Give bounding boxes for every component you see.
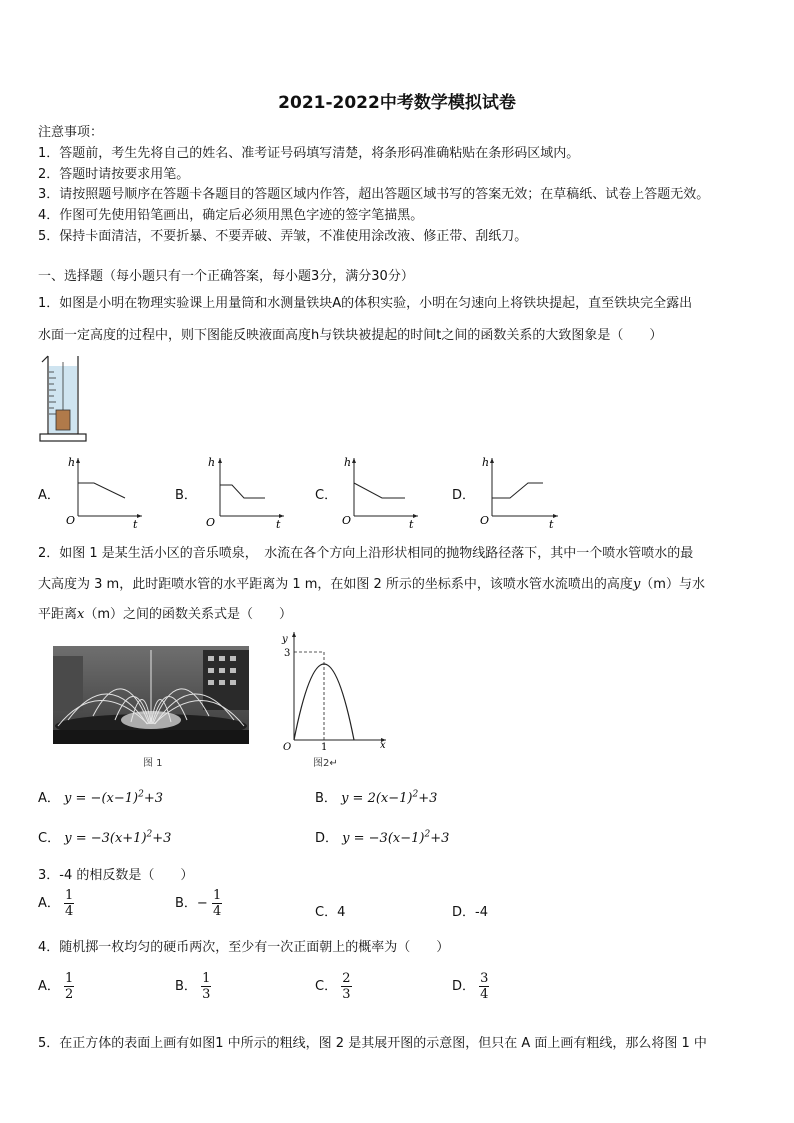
formula-exp: 2 xyxy=(138,789,144,800)
fraction xyxy=(479,971,489,1002)
origin: O xyxy=(480,514,490,527)
numerator: 3 xyxy=(480,971,489,986)
denominator: 4 xyxy=(212,904,222,919)
note-item: 1．答题前，考生先将自己的姓名、准考证号码填写清楚，将条形码准确粘贴在条形码区域内。 xyxy=(38,146,580,161)
formula-lhs: y = 2(x−1) xyxy=(341,791,413,806)
q4-option-d xyxy=(452,971,489,1002)
formula-exp: 2 xyxy=(146,829,153,840)
denominator: 3 xyxy=(342,987,351,1002)
q2-line2-end: （m）与水 xyxy=(640,577,705,592)
fountain-photo xyxy=(53,646,249,744)
formula-rhs: +3 xyxy=(430,831,450,846)
q3-option-a-label: A． xyxy=(38,896,60,911)
q1-line2: 水面一定高度的过程中，则下图能反映液面高度h与铁块被提起的时间t之间的函数关系的大致图象是（ ） xyxy=(38,328,663,343)
q1-option-c-label: C． xyxy=(315,488,338,503)
fig2-axis-x: x xyxy=(380,740,386,751)
q2-option-a xyxy=(38,787,163,806)
formula-exp: 2 xyxy=(424,829,431,840)
formula-rhs: +3 xyxy=(152,831,172,846)
fraction xyxy=(212,888,222,919)
q2-option-d xyxy=(315,827,449,846)
axis-t: t xyxy=(409,518,414,530)
q1-graph-b xyxy=(200,452,290,530)
numerator: 1 xyxy=(212,888,222,903)
q4-stem: 4．随机掷一枚均匀的硬币两次，至少有一次正面朝上的概率为（ ） xyxy=(38,940,450,955)
axis-t: t xyxy=(276,518,281,530)
denominator: 2 xyxy=(65,987,74,1002)
q2-option-b-formula xyxy=(341,791,437,806)
fig2-tick-1: 1 xyxy=(321,742,328,752)
q1-graph-d xyxy=(476,452,564,530)
axis-h: h xyxy=(208,456,216,469)
denominator: 4 xyxy=(65,904,74,919)
fig2-axis-y: y xyxy=(282,634,288,645)
q2-var-y: y xyxy=(632,577,641,592)
q2-line3-a: 平距离 xyxy=(38,607,78,622)
fig1-caption: 图 1 xyxy=(143,758,163,769)
q4-option-b xyxy=(175,971,211,1002)
fraction xyxy=(64,888,74,919)
q2-option-c xyxy=(38,827,171,846)
axis-h: h xyxy=(344,456,352,469)
fraction xyxy=(201,971,211,1002)
q1-option-b-label: B． xyxy=(175,488,197,503)
numerator: 1 xyxy=(65,888,74,903)
denominator: 3 xyxy=(202,987,211,1002)
q1-graph-c xyxy=(338,452,426,530)
q2-line3 xyxy=(38,603,292,622)
denominator: 4 xyxy=(480,987,489,1002)
axis-t: t xyxy=(549,518,554,530)
q2-line3-b: （m）之间的函数关系式是（ ） xyxy=(84,607,293,622)
q4-option-b-label: B． xyxy=(175,979,197,994)
fraction xyxy=(64,971,74,1002)
formula-rhs: +3 xyxy=(143,791,163,806)
fig2-tick-3: 3 xyxy=(284,648,291,659)
q1-option-a-label: A． xyxy=(38,488,60,503)
q3-option-b-label: B． xyxy=(175,896,197,911)
formula-rhs: +3 xyxy=(418,791,438,806)
q2-option-d-label: D． xyxy=(315,831,339,846)
q3-option-c: C．4 xyxy=(315,905,346,920)
origin: O xyxy=(206,516,216,529)
parabola-figure xyxy=(276,628,396,752)
q4-option-a-label: A． xyxy=(38,979,60,994)
q1-line1: 1．如图是小明在物理实验课上用量筒和水测量铁块A的体积实验，小明在匀速向上将铁块提起，直至铁块完全露出 xyxy=(38,296,693,311)
note-item: 4．作图可先使用铅笔画出，确定后必须用黑色字迹的签字笔描黑。 xyxy=(38,208,424,223)
axis-t: t xyxy=(133,518,138,530)
minus-sign: − xyxy=(196,896,208,911)
q2-line2-text: 大高度为 3 m，此时距喷水管的水平距离为 1 m，在如图 2 所示的坐标系中，该喷水管水流喷出的高度 xyxy=(38,577,633,592)
q1-graph-a xyxy=(62,452,146,530)
page-title: 2021-2022中考数学模拟试卷 xyxy=(278,93,516,113)
q4-option-a xyxy=(38,971,74,1002)
q2-option-d-formula xyxy=(342,831,449,846)
formula-lhs: y = −(x−1) xyxy=(64,791,139,806)
axis-h: h xyxy=(482,456,490,469)
fig2-caption: 图2↵ xyxy=(313,758,338,769)
q3-option-d: D．-4 xyxy=(452,905,488,920)
formula-lhs: y = −3(x+1) xyxy=(64,831,147,846)
note-item: 2．答题时请按要求用笔。 xyxy=(38,167,190,182)
origin: O xyxy=(66,514,76,527)
q2-option-b xyxy=(315,787,437,806)
q1-option-d-label: D． xyxy=(452,488,476,503)
q4-option-c xyxy=(315,971,352,1002)
q3-option-a xyxy=(38,888,74,919)
q5-line1: 5．在正方体的表面上画有如图1 中所示的粗线，图 2 是其展开图的示意图，但只在 A 面上画有粗线，那么将图 1 中 xyxy=(38,1036,707,1051)
note-item: 5．保持卡面清洁，不要折暴、不要弄破、弄皱，不准使用涂改液、修正带、刮纸刀。 xyxy=(38,229,528,244)
numerator: 2 xyxy=(342,971,351,986)
formula-exp: 2 xyxy=(412,789,419,800)
q2-option-a-label: A． xyxy=(38,791,60,806)
numerator: 1 xyxy=(65,971,74,986)
fraction xyxy=(341,971,351,1002)
q3-stem: 3．-4 的相反数是（ ） xyxy=(38,868,194,883)
notes-heading: 注意事项： xyxy=(38,125,104,140)
fig2-origin: O xyxy=(283,742,292,752)
q2-option-c-formula xyxy=(64,831,171,846)
q2-var-x: x xyxy=(77,607,85,622)
q2-option-a-formula xyxy=(64,791,163,806)
q4-option-c-label: C． xyxy=(315,979,338,994)
origin: O xyxy=(342,514,352,527)
q2-line1: 2．如图 1 是某生活小区的音乐喷泉， 水流在各个方向上沿形状相同的抛物线路径落下，其中一个喷水管喷水的最 xyxy=(38,546,694,561)
q2-option-c-label: C． xyxy=(38,831,61,846)
axis-h: h xyxy=(68,456,76,469)
numerator: 1 xyxy=(202,971,211,986)
note-item: 3．请按照题号顺序在答题卡各题目的答题区域内作答，超出答题区域书写的答案无效；在草稿纸、试卷上答题无效。 xyxy=(38,187,710,202)
q4-option-d-label: D． xyxy=(452,979,476,994)
cylinder-figure xyxy=(36,352,96,444)
q2-option-b-label: B． xyxy=(315,791,337,806)
q3-option-b xyxy=(175,888,222,919)
section-heading: 一、选择题（每小题只有一个正确答案，每小题3分，满分30分） xyxy=(38,269,414,284)
q2-line2 xyxy=(38,573,705,592)
formula-lhs: y = −3(x−1) xyxy=(342,831,425,846)
